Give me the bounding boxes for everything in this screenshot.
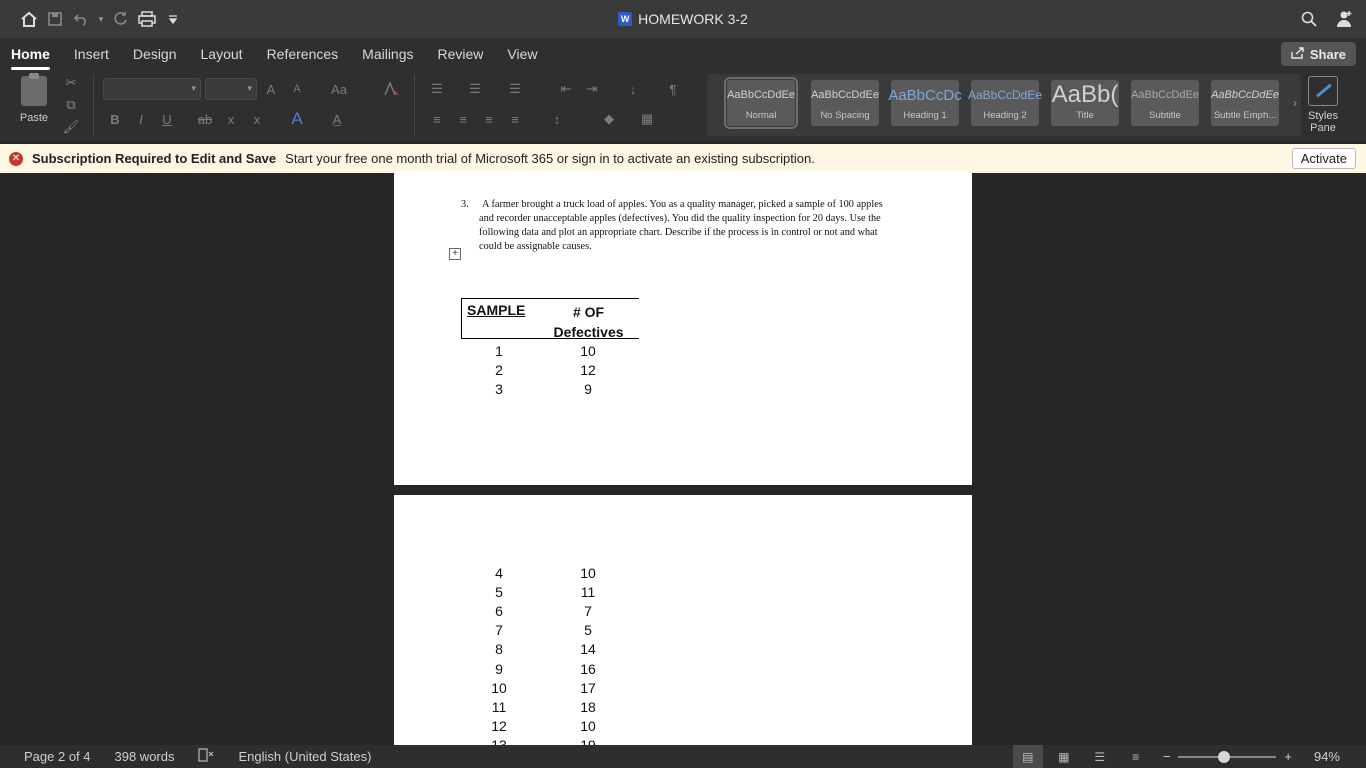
clear-formatting-icon[interactable] <box>380 78 402 100</box>
sample-cell: 1 <box>495 342 503 359</box>
sample-cell: 3 <box>495 380 503 397</box>
document-title: HOMEWORK 3-2 <box>638 11 748 27</box>
zoom-out-icon[interactable]: − <box>1162 749 1171 764</box>
style-heading-1[interactable] <box>888 80 962 126</box>
redo-icon[interactable] <box>110 8 132 30</box>
outline-view-icon[interactable]: ☰ <box>1094 749 1106 764</box>
table-row <box>461 621 639 640</box>
underline-button[interactable]: U <box>162 111 172 127</box>
format-painter-icon[interactable]: 🖌 <box>62 119 80 134</box>
style-no-spacing[interactable] <box>811 80 879 126</box>
zoom-in-icon[interactable]: + <box>1284 749 1292 764</box>
font-size-select[interactable]: ▾ <box>205 78 257 100</box>
borders-icon[interactable]: ▦ <box>640 111 654 126</box>
sample-cell: 8 <box>495 641 503 658</box>
grow-font-icon[interactable]: A <box>266 81 276 97</box>
language-indicator[interactable]: English (United States) <box>238 749 372 764</box>
table-row <box>461 717 639 736</box>
tab-mailings[interactable]: Mailings <box>362 46 414 62</box>
ribbon-home <box>0 70 1366 143</box>
tab-insert[interactable]: Insert <box>73 46 109 62</box>
undo-dropdown-icon[interactable]: ▾ <box>98 13 104 24</box>
text-effects-icon[interactable]: A <box>291 109 303 128</box>
bold-button[interactable]: B <box>110 111 120 127</box>
align-center-icon[interactable]: ≡ <box>459 111 467 127</box>
style-name: Heading 1 <box>903 110 947 121</box>
decrease-indent-icon[interactable]: ⇤ <box>560 81 572 96</box>
style-sample: AaBbCcDdEe <box>1131 89 1199 101</box>
home-icon[interactable] <box>18 8 40 30</box>
style-normal[interactable] <box>727 80 795 126</box>
notice-title: Subscription Required to Edit and Save <box>32 151 277 166</box>
bullets-icon[interactable]: ☰ <box>431 81 443 96</box>
ribbon-tabs <box>0 38 1366 70</box>
superscript-button[interactable]: x <box>253 111 261 127</box>
paste-label: Paste <box>19 112 49 124</box>
tab-references[interactable]: References <box>266 46 339 62</box>
multilevel-list-icon[interactable]: ☰ <box>509 81 521 96</box>
shading-icon[interactable]: ◆ <box>604 111 614 126</box>
defectives-cell: 14 <box>580 641 596 658</box>
zoom-slider-knob[interactable] <box>1218 751 1230 763</box>
question-paragraph[interactable] <box>461 198 899 254</box>
line-spacing-icon[interactable]: ↕ <box>553 111 561 127</box>
shrink-font-icon[interactable]: A <box>293 83 301 95</box>
justify-icon[interactable]: ≡ <box>511 111 519 127</box>
save-icon[interactable] <box>44 8 66 30</box>
document-page[interactable] <box>394 495 972 755</box>
document-canvas[interactable] <box>0 173 1366 745</box>
sample-cell: 4 <box>495 564 503 581</box>
defectives-cell: 10 <box>580 718 596 735</box>
search-icon[interactable] <box>1298 8 1320 30</box>
style-name: Heading 2 <box>983 110 1027 121</box>
word-app-icon: W <box>618 12 632 26</box>
strikethrough-button[interactable]: ab <box>197 111 213 127</box>
style-subtitle[interactable] <box>1131 80 1199 126</box>
sample-cell: 2 <box>495 361 503 378</box>
quick-access-toolbar <box>0 8 184 30</box>
paste-button[interactable] <box>14 76 54 124</box>
clipboard-tools <box>62 74 80 136</box>
defectives-cell: 7 <box>584 602 592 619</box>
clipboard-icon <box>21 76 47 106</box>
account-icon[interactable] <box>1334 8 1356 30</box>
defectives-cell: 16 <box>580 660 596 677</box>
style-title[interactable] <box>1051 80 1119 126</box>
sort-icon[interactable]: ↓ <box>629 81 637 97</box>
style-sample: AaBbCcDc <box>888 86 962 104</box>
proofing-icon[interactable] <box>198 748 214 765</box>
numbering-icon[interactable]: ☰ <box>469 81 481 96</box>
web-layout-icon[interactable]: ▦ <box>1058 749 1070 764</box>
share-icon <box>1291 47 1304 62</box>
error-icon: ✕ <box>9 152 23 166</box>
defects-table-page2[interactable] <box>461 563 639 755</box>
table-row <box>461 640 639 659</box>
word-count[interactable]: 398 words <box>114 749 175 764</box>
table-row <box>461 563 639 582</box>
style-sample: AaBbCcDdEe <box>811 89 879 101</box>
copy-icon[interactable]: ⧉ <box>66 97 76 112</box>
tab-design[interactable]: Design <box>132 46 177 62</box>
change-case-icon[interactable]: Aa <box>331 81 347 97</box>
style-name: Subtle Emph... <box>1213 110 1277 121</box>
sample-cell: 11 <box>491 698 507 715</box>
align-left-icon[interactable]: ≡ <box>433 111 441 127</box>
styles-pane-button[interactable] <box>1303 76 1343 134</box>
header-defectives: # OF Defectives <box>553 304 624 340</box>
page-indicator[interactable]: Page 2 of 4 <box>24 749 91 764</box>
title-bar <box>0 0 1366 38</box>
align-right-icon[interactable]: ≡ <box>485 111 493 127</box>
tab-view[interactable]: View <box>507 46 538 62</box>
style-name: Subtitle <box>1149 110 1181 121</box>
print-layout-icon[interactable]: ▤ <box>1013 745 1043 768</box>
style-subtle-emphasis[interactable] <box>1211 80 1279 126</box>
defectives-cell: 5 <box>584 622 592 639</box>
defectives-cell: 10 <box>580 564 596 581</box>
defectives-cell: 12 <box>580 361 596 378</box>
increase-indent-icon[interactable]: ⇥ <box>586 81 598 96</box>
window-title <box>0 11 1366 27</box>
sample-cell: 12 <box>491 718 507 735</box>
sample-cell: 10 <box>491 679 507 696</box>
tab-review[interactable]: Review <box>437 46 484 62</box>
defects-table-page1[interactable] <box>461 341 639 399</box>
italic-button[interactable]: I <box>139 111 143 127</box>
status-right <box>1013 745 1366 768</box>
draft-view-icon[interactable]: ≡ <box>1132 749 1140 764</box>
defectives-cell: 11 <box>580 583 596 600</box>
defectives-cell: 17 <box>580 679 596 696</box>
style-sample: AaBbCcDdEe <box>967 88 1043 102</box>
table-row <box>461 659 639 678</box>
table-row <box>461 379 639 398</box>
share-label: Share <box>1309 46 1346 62</box>
defectives-cell: 10 <box>580 342 596 359</box>
defectives-cell: 18 <box>580 698 596 715</box>
customize-toolbar-icon[interactable] <box>162 8 184 30</box>
cut-icon[interactable]: ✂ <box>65 75 77 90</box>
table-row <box>461 360 639 379</box>
chevron-right-icon[interactable]: › <box>1293 96 1297 110</box>
activate-button[interactable]: Activate <box>1292 148 1356 169</box>
style-name: Normal <box>745 110 777 121</box>
font-color-icon[interactable]: A <box>332 111 342 127</box>
defectives-cell: 9 <box>584 380 592 397</box>
show-formatting-icon[interactable]: ¶ <box>669 81 677 97</box>
styles-pane-label: Styles Pane <box>1308 110 1338 134</box>
status-bar <box>0 745 1366 768</box>
document-page[interactable] <box>394 171 972 485</box>
print-icon[interactable] <box>136 8 158 30</box>
notice-message: Start your free one month trial of Microsoft 365 or sign in to activate an existing subscription. <box>285 151 815 166</box>
question-text: A farmer brought a truck load of apples. You as a quality manager, picked a sample of 100 apples and recorder unacceptable apples (defectives). You did the quality inspection for 20 days. Use the following data and plot an appropriate chart. Describe if the process is in control or not and what could be assignable causes. <box>479 199 883 252</box>
zoom-controls <box>1163 749 1340 764</box>
font-name-select[interactable]: ▾ <box>103 78 201 100</box>
tab-home[interactable]: Home <box>11 40 50 68</box>
style-sample: AaBbCcDdEe <box>727 89 795 101</box>
table-row <box>461 697 639 716</box>
sample-cell: 6 <box>495 602 503 619</box>
sample-cell: 5 <box>495 583 503 600</box>
style-name: No Spacing <box>820 110 870 121</box>
styles-gallery <box>707 74 1301 136</box>
sample-cell: 9 <box>495 660 503 677</box>
subscript-button[interactable]: x <box>227 111 235 127</box>
table-row <box>461 582 639 601</box>
subscription-notice <box>0 144 1366 173</box>
table-row <box>461 341 639 360</box>
table-row <box>461 601 639 620</box>
header-sample: SAMPLE <box>467 302 526 318</box>
style-name: Title <box>1076 110 1094 121</box>
sample-cell: 7 <box>495 622 503 639</box>
question-number: 3. <box>461 199 469 210</box>
style-sample: AaBbCcDdEe <box>1211 89 1279 101</box>
table-row <box>461 678 639 697</box>
zoom-level[interactable]: 94% <box>1313 749 1340 764</box>
ribbon-divider <box>414 74 415 136</box>
undo-icon[interactable] <box>70 8 92 30</box>
titlebar-actions <box>1298 8 1356 30</box>
style-heading-2[interactable] <box>967 80 1043 126</box>
ribbon-divider <box>93 74 94 136</box>
table-header[interactable] <box>461 298 639 339</box>
share-button[interactable] <box>1281 42 1356 66</box>
styles-pane-icon <box>1308 76 1338 106</box>
tab-layout[interactable]: Layout <box>200 46 243 62</box>
zoom-slider[interactable] <box>1178 756 1276 758</box>
table-move-handle-icon[interactable]: + <box>449 248 461 260</box>
style-sample: AaBb( <box>1051 81 1119 108</box>
